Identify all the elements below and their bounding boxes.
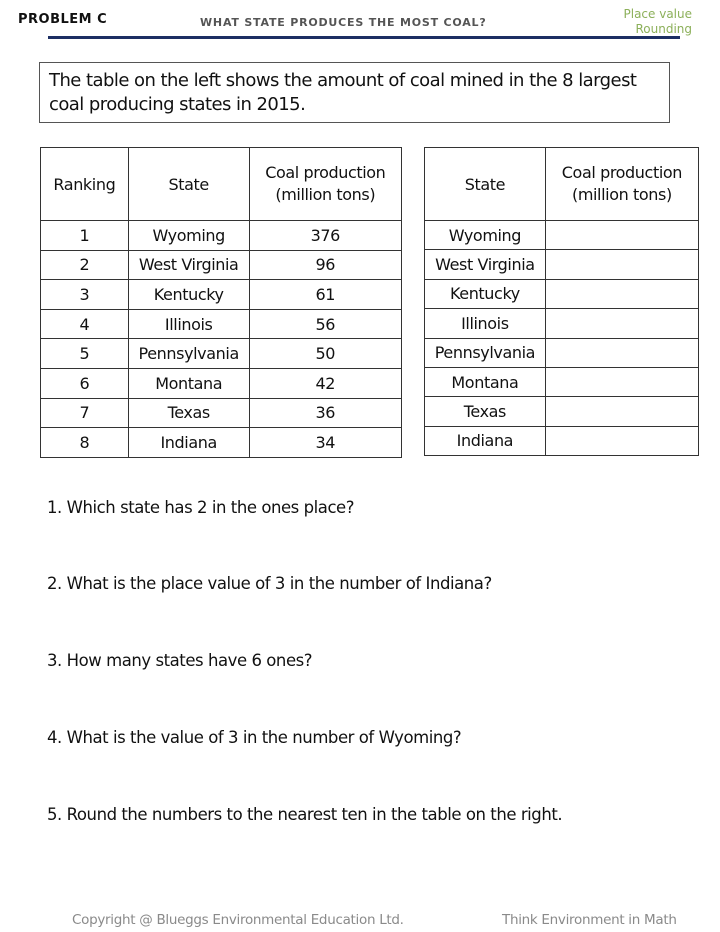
table-row	[41, 428, 402, 458]
answer-cell-rounded-production[interactable]	[545, 221, 698, 250]
coal-production-table	[40, 147, 402, 458]
table-row	[41, 398, 402, 428]
cell-state: Illinois	[128, 309, 249, 339]
header-coal-production-line2: (million tons)	[275, 185, 376, 204]
header-coal-production-line1: Coal production	[265, 163, 386, 182]
cell-state: Montana	[128, 368, 249, 398]
cell-state: Illinois	[425, 309, 546, 338]
cell-state: Pennsylvania	[128, 339, 249, 369]
rounding-answer-table	[424, 147, 699, 456]
cell-ranking: 4	[41, 309, 129, 339]
cell-state: Wyoming	[425, 221, 546, 250]
cell-ranking: 7	[41, 398, 129, 428]
question-4: 4. What is the value of 3 in the number of Wyoming?	[47, 728, 462, 747]
cell-ranking: 6	[41, 368, 129, 398]
header-coal-production	[545, 148, 698, 221]
cell-coal-production: 42	[249, 368, 401, 398]
header-state: State	[425, 148, 546, 221]
answer-cell-rounded-production[interactable]	[545, 367, 698, 396]
header-state: State	[128, 148, 249, 221]
cell-state: Indiana	[425, 426, 546, 455]
table-row	[41, 368, 402, 398]
answer-cell-rounded-production[interactable]	[545, 397, 698, 426]
cell-state: Texas	[128, 398, 249, 428]
table-header-row	[41, 148, 402, 221]
cell-coal-production: 376	[249, 221, 401, 251]
cell-ranking: 1	[41, 221, 129, 251]
header-ranking: Ranking	[41, 148, 129, 221]
cell-state: Kentucky	[128, 280, 249, 310]
footer-copyright: Copyright @ Blueggs Environmental Education Ltd.	[72, 912, 404, 928]
answer-cell-rounded-production[interactable]	[545, 426, 698, 455]
cell-state: Montana	[425, 367, 546, 396]
table-row	[425, 279, 699, 308]
answer-cell-rounded-production[interactable]	[545, 338, 698, 367]
page-title: WHAT STATE PRODUCES THE MOST COAL?	[200, 16, 487, 29]
topic-tags	[624, 7, 693, 37]
table-row	[425, 367, 699, 396]
cell-state: West Virginia	[128, 250, 249, 280]
intro-text-box	[39, 62, 670, 123]
table-row	[41, 309, 402, 339]
table-header-row	[425, 148, 699, 221]
table-row	[425, 250, 699, 279]
cell-state: Wyoming	[128, 221, 249, 251]
question-3: 3. How many states have 6 ones?	[47, 651, 313, 670]
table-row	[425, 426, 699, 455]
question-1: 1. Which state has 2 in the ones place?	[47, 498, 355, 517]
cell-state: Pennsylvania	[425, 338, 546, 367]
table-row	[41, 280, 402, 310]
cell-coal-production: 61	[249, 280, 401, 310]
cell-coal-production: 34	[249, 428, 401, 458]
table-row	[425, 338, 699, 367]
table-row	[41, 221, 402, 251]
table-row	[425, 221, 699, 250]
topic-tag-rounding: Rounding	[635, 22, 692, 36]
header-coal-production-line2: (million tons)	[571, 185, 672, 204]
table-row	[425, 397, 699, 426]
answer-cell-rounded-production[interactable]	[545, 279, 698, 308]
table-row	[41, 339, 402, 369]
footer-tagline: Think Environment in Math	[502, 912, 677, 928]
cell-ranking: 8	[41, 428, 129, 458]
table-row	[425, 309, 699, 338]
cell-ranking: 2	[41, 250, 129, 280]
header-coal-production	[249, 148, 401, 221]
question-2: 2. What is the place value of 3 in the number of Indiana?	[47, 574, 492, 593]
answer-cell-rounded-production[interactable]	[545, 309, 698, 338]
cell-coal-production: 36	[249, 398, 401, 428]
cell-state: West Virginia	[425, 250, 546, 279]
topic-tag-place-value: Place value	[623, 7, 692, 21]
cell-state: Indiana	[128, 428, 249, 458]
answer-cell-rounded-production[interactable]	[545, 250, 698, 279]
table-row	[41, 250, 402, 280]
cell-state: Texas	[425, 397, 546, 426]
intro-text: The table on the left shows the amount of coal mined in the 8 largest coal producing states in 2015.	[49, 70, 637, 115]
header-divider	[48, 36, 680, 39]
cell-coal-production: 56	[249, 309, 401, 339]
cell-ranking: 3	[41, 280, 129, 310]
cell-coal-production: 96	[249, 250, 401, 280]
cell-coal-production: 50	[249, 339, 401, 369]
cell-ranking: 5	[41, 339, 129, 369]
cell-state: Kentucky	[425, 279, 546, 308]
question-5: 5. Round the numbers to the nearest ten in the table on the right.	[47, 805, 563, 824]
problem-label: PROBLEM C	[18, 12, 108, 27]
header-coal-production-line1: Coal production	[561, 163, 682, 182]
